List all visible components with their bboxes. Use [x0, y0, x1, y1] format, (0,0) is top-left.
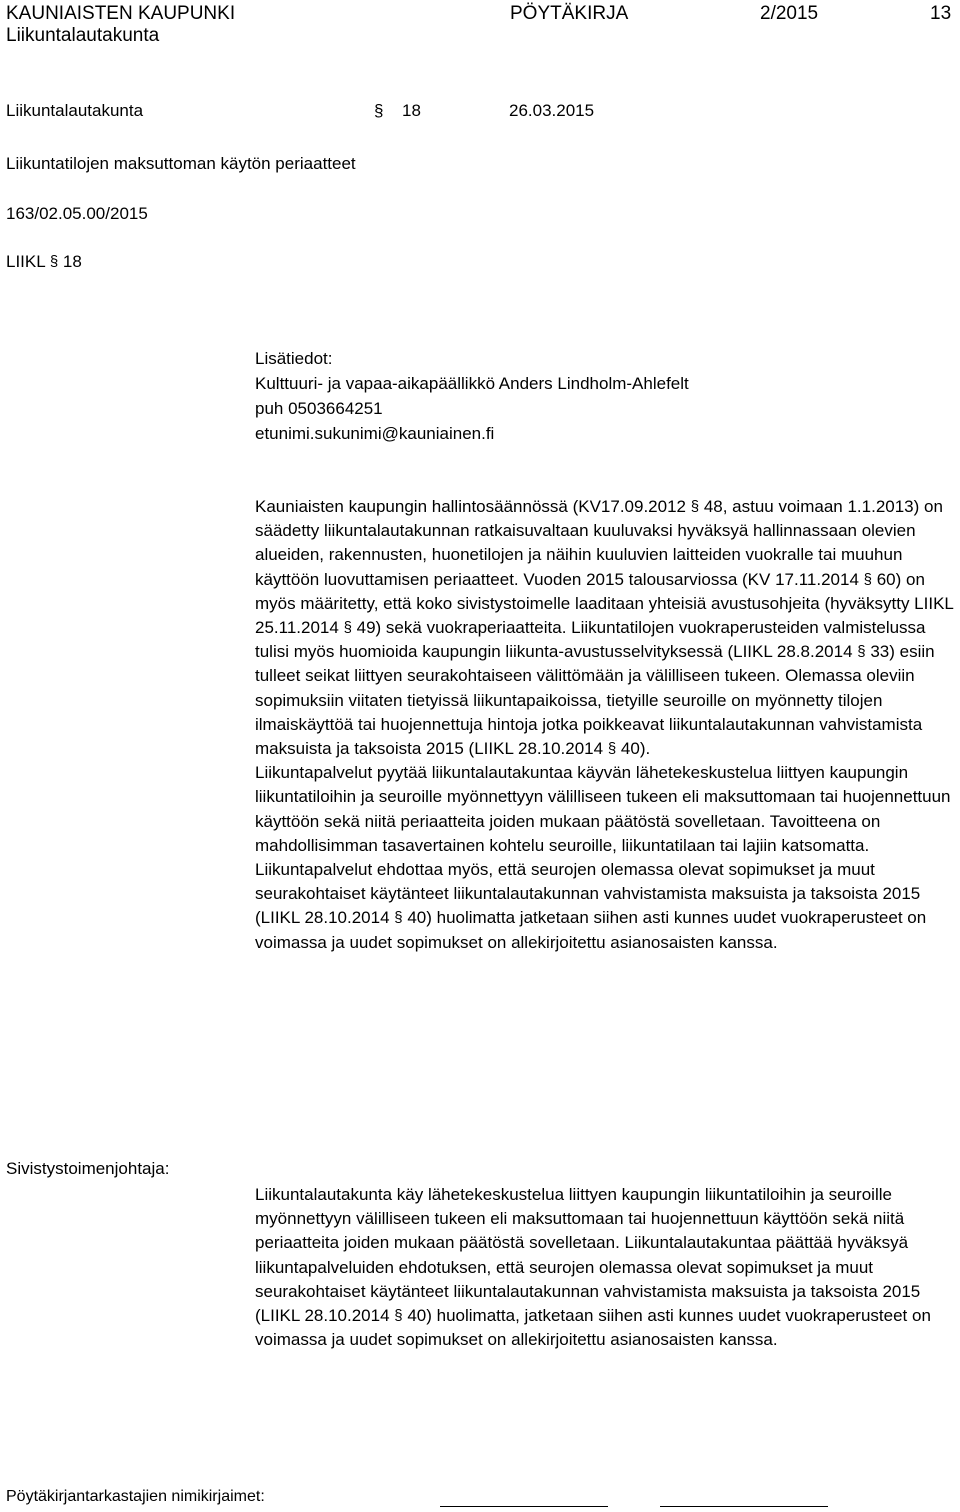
contact-phone: puh 0503664251: [255, 399, 383, 418]
prior-section-sign: §: [49, 253, 59, 270]
meeting-date: 26.03.2015: [509, 101, 595, 120]
meeting-board: Liikuntalautakunta: [6, 101, 144, 120]
record-number: 163/02.05.00/2015: [6, 204, 148, 223]
contact-person: Kulttuuri- ja vapaa-aikapäällikkö Anders Lindholm-Ahlefelt: [255, 374, 689, 393]
background-text: [255, 495, 955, 955]
org-name: KAUNIAISTEN KAUPUNKI: [6, 3, 236, 24]
footer-label: Pöytäkirjantarkastajien nimikirjaimet:: [6, 1488, 265, 1505]
prior-section-number: 18: [62, 252, 82, 271]
header-body-name: Liikuntalautakunta: [6, 25, 160, 46]
paragraph-request: Liikuntapalvelut pyytää liikuntalautakuntaa käyvän lähetekeskustelua liittyen kaupungin liikuntatiloihin ja seuroille myönnettyyn välilliseen tukeen eli maksuttomaan tai huojennettuun käyttöön sekä niitä periaatteita joiden mukaan päätöstä sovelletaan. Tavoitteena on mahdollisimman tasavertainen kohtelu seuroille, liikuntatilaan tai lajiin katsomatta.: [255, 763, 951, 855]
issue-number: 2/2015: [760, 3, 819, 24]
prior-reference: [6, 252, 82, 272]
section-sign: §: [374, 101, 384, 120]
signature-line-2: [660, 1506, 828, 1507]
contact-email: etunimi.sukunimi@kauniainen.fi: [255, 424, 495, 443]
subject-title: Liikuntatilojen maksuttoman käytön periaatteet: [6, 154, 356, 173]
proposer-label: Sivistystoimenjohtaja:: [6, 1159, 170, 1178]
section-number: 18: [402, 101, 421, 120]
paragraph-background: Kauniaisten kaupungin hallintosäännössä (KV17.09.2012 § 48, astuu voimaan 1.1.2013) on säädetty liikuntalautakunnan ratkaisuvaltaan kuuluvaksi hyväksyä hallinnassaan olevien alueiden, rakennusten, huonetilojen ja näihin kuuluvien laitteiden vuokralle tai muuhun käyttöön luovuttamisen periaatteet. Vuoden 2015 talousarviossa (KV 17.11.2014 § 60) on myös määritetty, että koko sivistystoimelle laaditaan yhteisiä avustusohjeita (hyväksytty LIIKL 25.11.2014 § 49) sekä vuokraperiaatteita. Liikuntatilojen vuokraperusteiden valmistelussa tulisi myös huomioida kaupungin liikunta-avustusselvityksessä (LIIKL 28.8.2014 § 33) esiin tulleet seikat liittyen seurakohtaiseen välittömään ja välilliseen tukeen. Olemassa oleviin sopimuksiin viitaten tietyissä liikuntapaikoissa, tietyille seuroille on myönnetty tilojen ilmaiskäyttöä tai huojennettuja hintoja jotka poikkeavat liikuntalautakunnan vahvistamista maksuista ja taksoista 2015 (LIIKL 28.10.2014 § 40).: [255, 497, 954, 759]
paragraph-proposal: Liikuntalautakunta käy lähetekeskustelua liittyen kaupungin liikuntatiloihin ja seuroille myönnettyyn välilliseen tukeen eli maksuttomaan tai huojennettuun käyttöön sekä niitä periaatteita joiden mukaan päätöstä sovelletaan. Liikuntalautakuntaa päättää hyväksyä liikuntapalveluiden ehdotuksen, että seurojen olemassa olevat sopimukset ja muut seurakohtaiset käytänteet liikuntalautakunnan vahvistamista maksuista ja taksoista 2015 (LIIKL 28.10.2014 § 40) huolimatta, jatketaan siihen asti kunnes uudet vuokraperusteet on voimassa ja uudet sopimukset on allekirjoitettu asianosaisten kanssa.: [255, 1185, 931, 1350]
proposal-text: [255, 1183, 955, 1352]
document-type: PÖYTÄKIRJA: [510, 3, 629, 24]
contact-heading: Lisätiedot:: [255, 349, 333, 368]
page-number: 13: [930, 3, 952, 24]
paragraph-suggestion: Liikuntapalvelut ehdottaa myös, että seurojen olemassa olevat sopimukset ja muut seurakohtaiset käytänteet liikuntalautakunnan vahvistamista maksuista ja taksoista 2015 (LIIKL 28.10.2014 § 40) huolimatta jatketaan siihen asti kunnes uudet vuokraperusteet on voimassa ja uudet sopimukset on allekirjoitettu asianosaisten kanssa.: [255, 860, 927, 952]
prior-label: LIIKL: [6, 252, 46, 271]
signature-line-1: [440, 1506, 608, 1507]
